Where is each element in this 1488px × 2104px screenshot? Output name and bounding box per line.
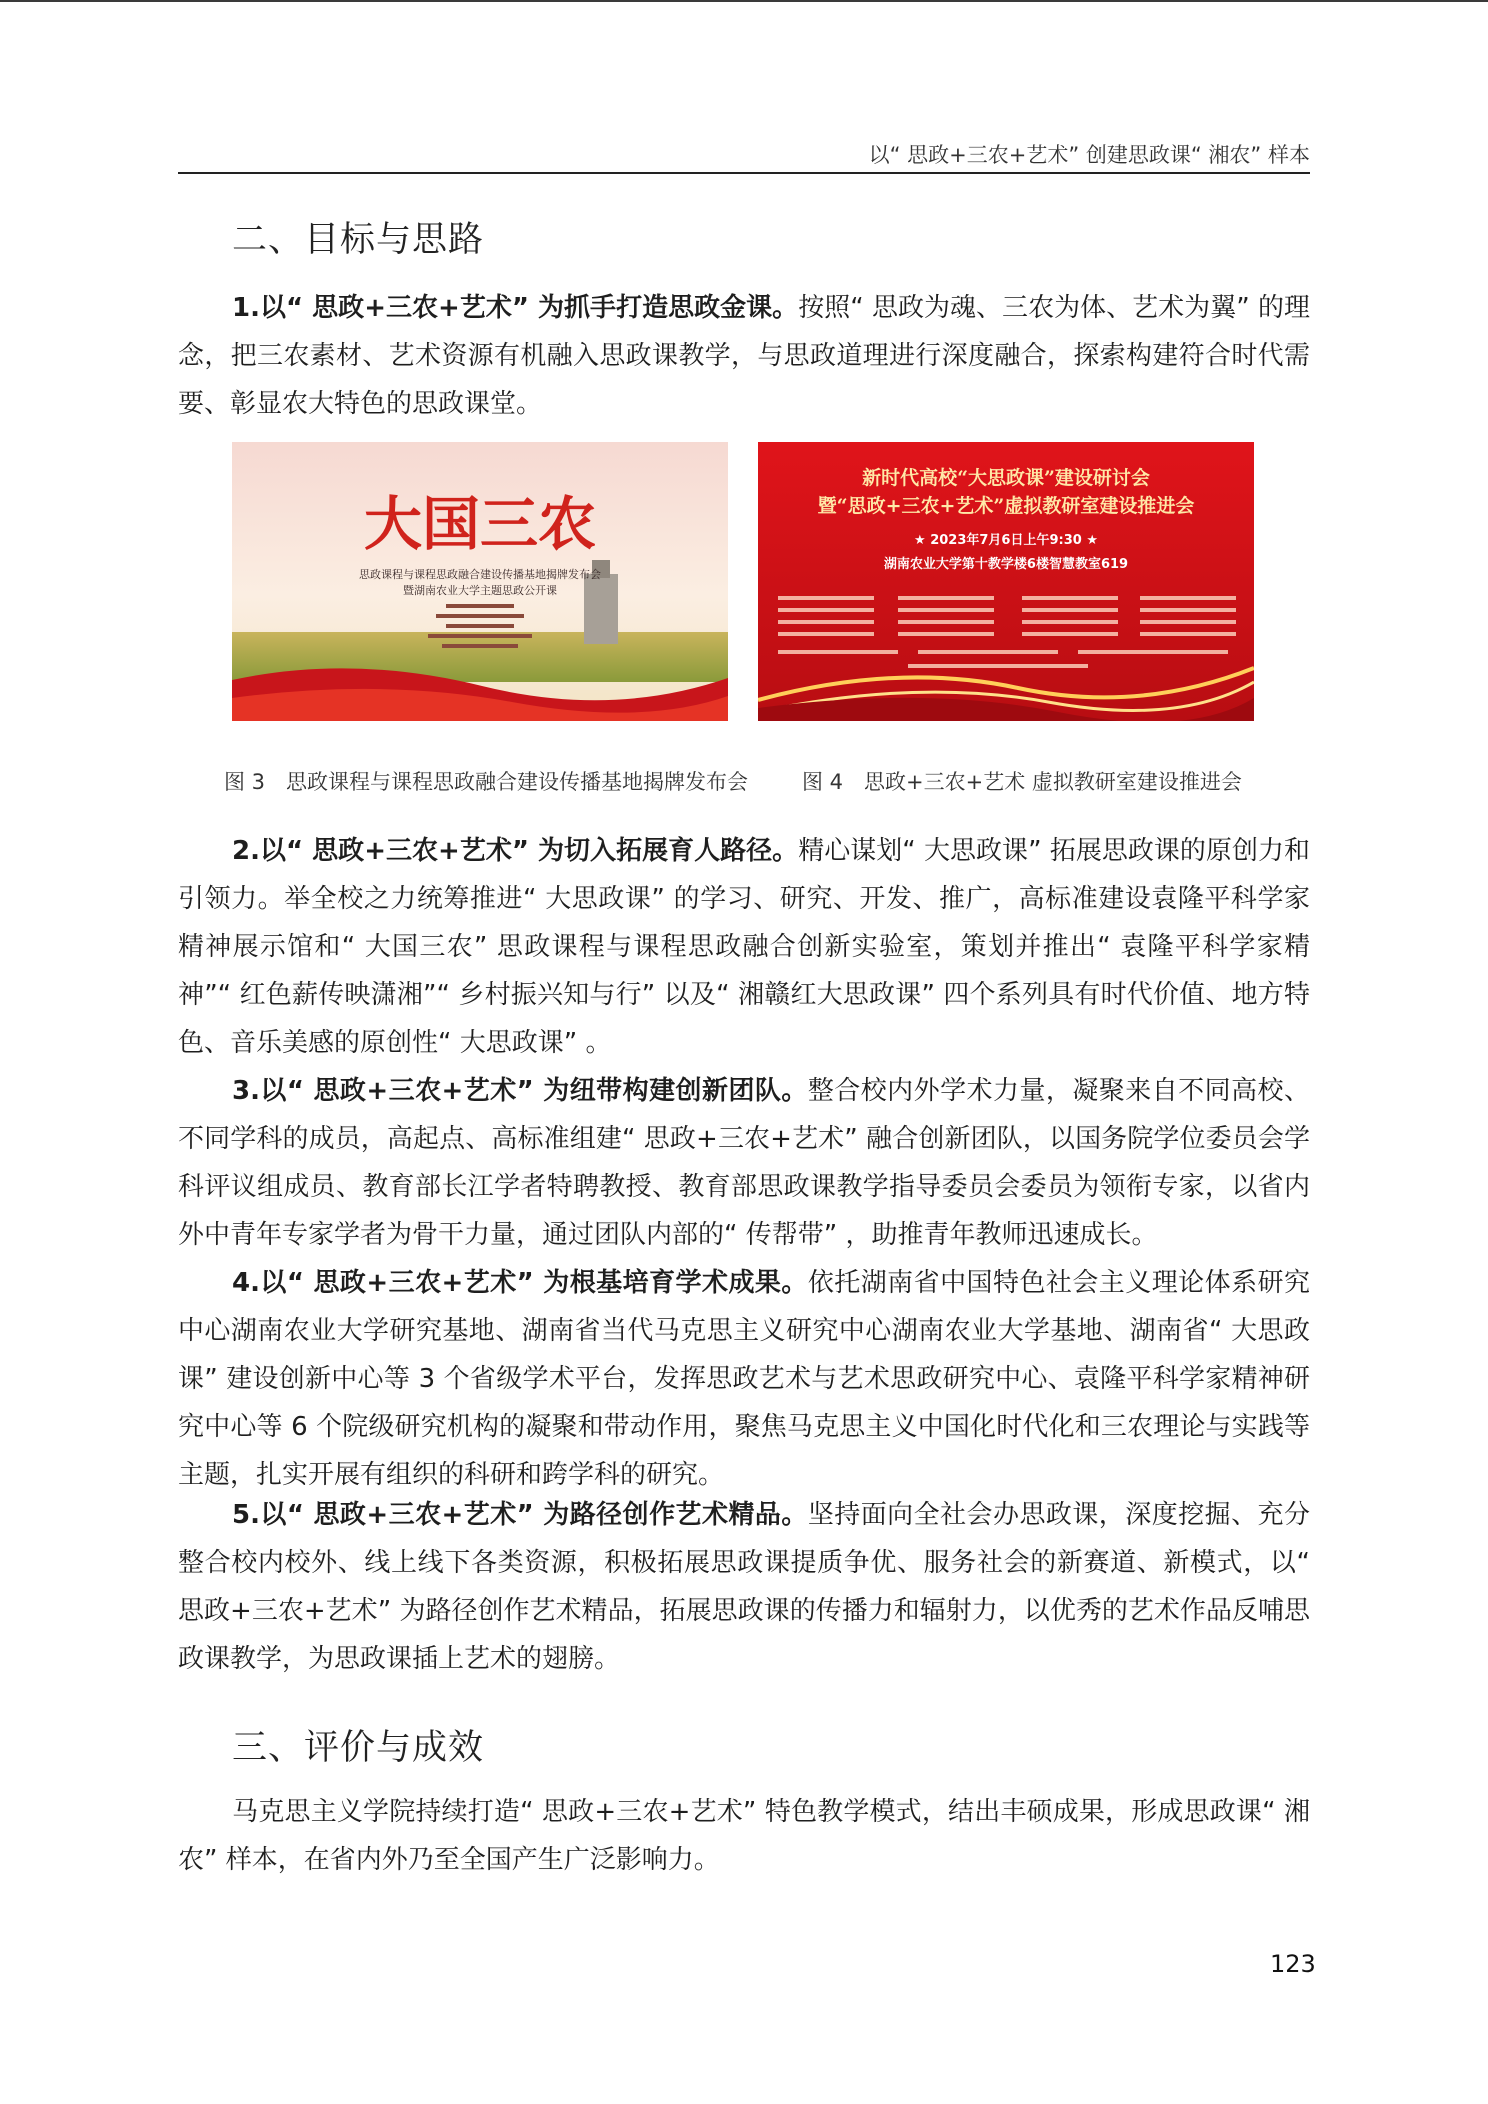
running-header: 以“ 思政+三农+艺术” 创建思政课“ 湘农” 样本 (178, 138, 1310, 174)
page-number: 123 (1270, 1950, 1316, 1978)
results-text: 马克思主义学院持续打造“ 思政+三农+艺术” 特色教学模式，结出丰硕成果，形成思政课“ 湘农” 样本，在省内外乃至全国产生广泛影响力。 (178, 1797, 1310, 1875)
figure-4-venue: 湖南农业大学第十教学楼6楼智慧教室619 (883, 557, 1129, 572)
item-2-lead: 2.以“ 思政+三农+艺术” 为切入拓展育人路径。 (232, 836, 799, 866)
item-1-lead: 1.以“ 思政+三农+艺术” 为抓手打造思政金课。 (232, 293, 799, 323)
item-2-text: 精心谋划“ 大思政课” 拓展思政课的原创力和引领力。举全校之力统筹推进“ 大思政课” 的学习、研究、开发、推广，高标准建设袁隆平科学家精神展示馆和“ 大国三农” 思政课程与课程思政融合创新实验室，策划并推出“ 袁隆平科学家精神”“ 红色薪传映潇湘”“ 乡村振兴知与行” 以及“ 湘赣红大思政课” 四个系列具有时代价值、地方特色、音乐美感的原创性“ 大思政课” 。 (178, 836, 1310, 1058)
item-3-text: 整合校内外学术力量，凝聚来自不同高校、不同学科的成员，高起点、高标准组建“ 思政+三农+艺术” 融合创新团队，以国务院学位委员会学科评议组成员、教育部长江学者特聘教授、教育部思政课教学指导委员会委员为领衔专家，以省内外中青年专家学者为骨干力量，通过团队内部的“ 传帮带” ，助推青年教师迅速成长。 (178, 1076, 1310, 1250)
paragraph-results (178, 1788, 1310, 1884)
figure-3-image (232, 442, 728, 721)
paragraph-item-4 (178, 1259, 1310, 1499)
figure-3-line1: 思政课程与课程思政融合建设传播基地揭牌发布会 (359, 568, 601, 581)
figure-3-caption: 图 3 思政课程与课程思政融合建设传播基地揭牌发布会 (224, 770, 749, 794)
paragraph-item-3 (178, 1067, 1310, 1259)
figure-4-image (758, 442, 1254, 721)
paragraph-item-5 (178, 1491, 1310, 1683)
section-heading-goals: 二、目标与思路 (232, 220, 485, 260)
item-5-text: 坚持面向全社会办思政课，深度挖掘、充分整合校内校外、线上线下各类资源，积极拓展思政课提质争优、服务社会的新赛道、新模式，以“ 思政+三农+艺术” 为路径创作艺术精品，拓展思政课的传播力和辐射力，以优秀的艺术作品反哺思政课教学，为思政课插上艺术的翅膀。 (178, 1500, 1310, 1674)
figure-4-caption: 图 4 思政+三农+艺术 虚拟教研室建设推进会 (802, 770, 1242, 794)
item-5-lead: 5.以“ 思政+三农+艺术” 为路径创作艺术精品。 (232, 1500, 808, 1530)
item-4-text: 依托湖南省中国特色社会主义理论体系研究中心湖南农业大学研究基地、湖南省当代马克思主义研究中心湖南农业大学基地、湖南省“ 大思政课” 建设创新中心等 3 个省级学术平台，发挥思政艺术与艺术思政研究中心、袁隆平科学家精神研究中心等 6 个院级研究机构的凝聚和带动作用，聚焦马克思主义中国化时代化和三农理论与实践等主题，扎实开展有组织的科研和跨学科的研究。 (178, 1268, 1310, 1490)
item-4-lead: 4.以“ 思政+三农+艺术” 为根基培育学术成果。 (232, 1268, 808, 1298)
figure-4-line1: 新时代高校“大思政课”建设研讨会 (862, 467, 1150, 489)
section-heading-results: 三、评价与成效 (232, 1728, 485, 1768)
top-border (0, 0, 1488, 2)
figure-4-line2: 暨“思政+三农+艺术”虚拟教研室建设推进会 (817, 495, 1195, 517)
item-3-lead: 3.以“ 思政+三农+艺术” 为纽带构建创新团队。 (232, 1076, 808, 1106)
figure-3-title: 大国三农 (363, 490, 597, 558)
figure-4-date: ★ 2023年7月6日上午9:30 ★ (914, 533, 1098, 548)
item-1-text: 按照“ 思政为魂、三农为体、艺术为翼” 的理念，把三农素材、艺术资源有机融入思政课教学，与思政道理进行深度融合，探索构建符合时代需要、彰显农大特色的思政课堂。 (178, 293, 1310, 419)
figure-3-line2: 暨湖南农业大学主题思政公开课 (403, 584, 557, 597)
paragraph-item-2 (178, 827, 1310, 1067)
paragraph-item-1 (178, 284, 1310, 428)
